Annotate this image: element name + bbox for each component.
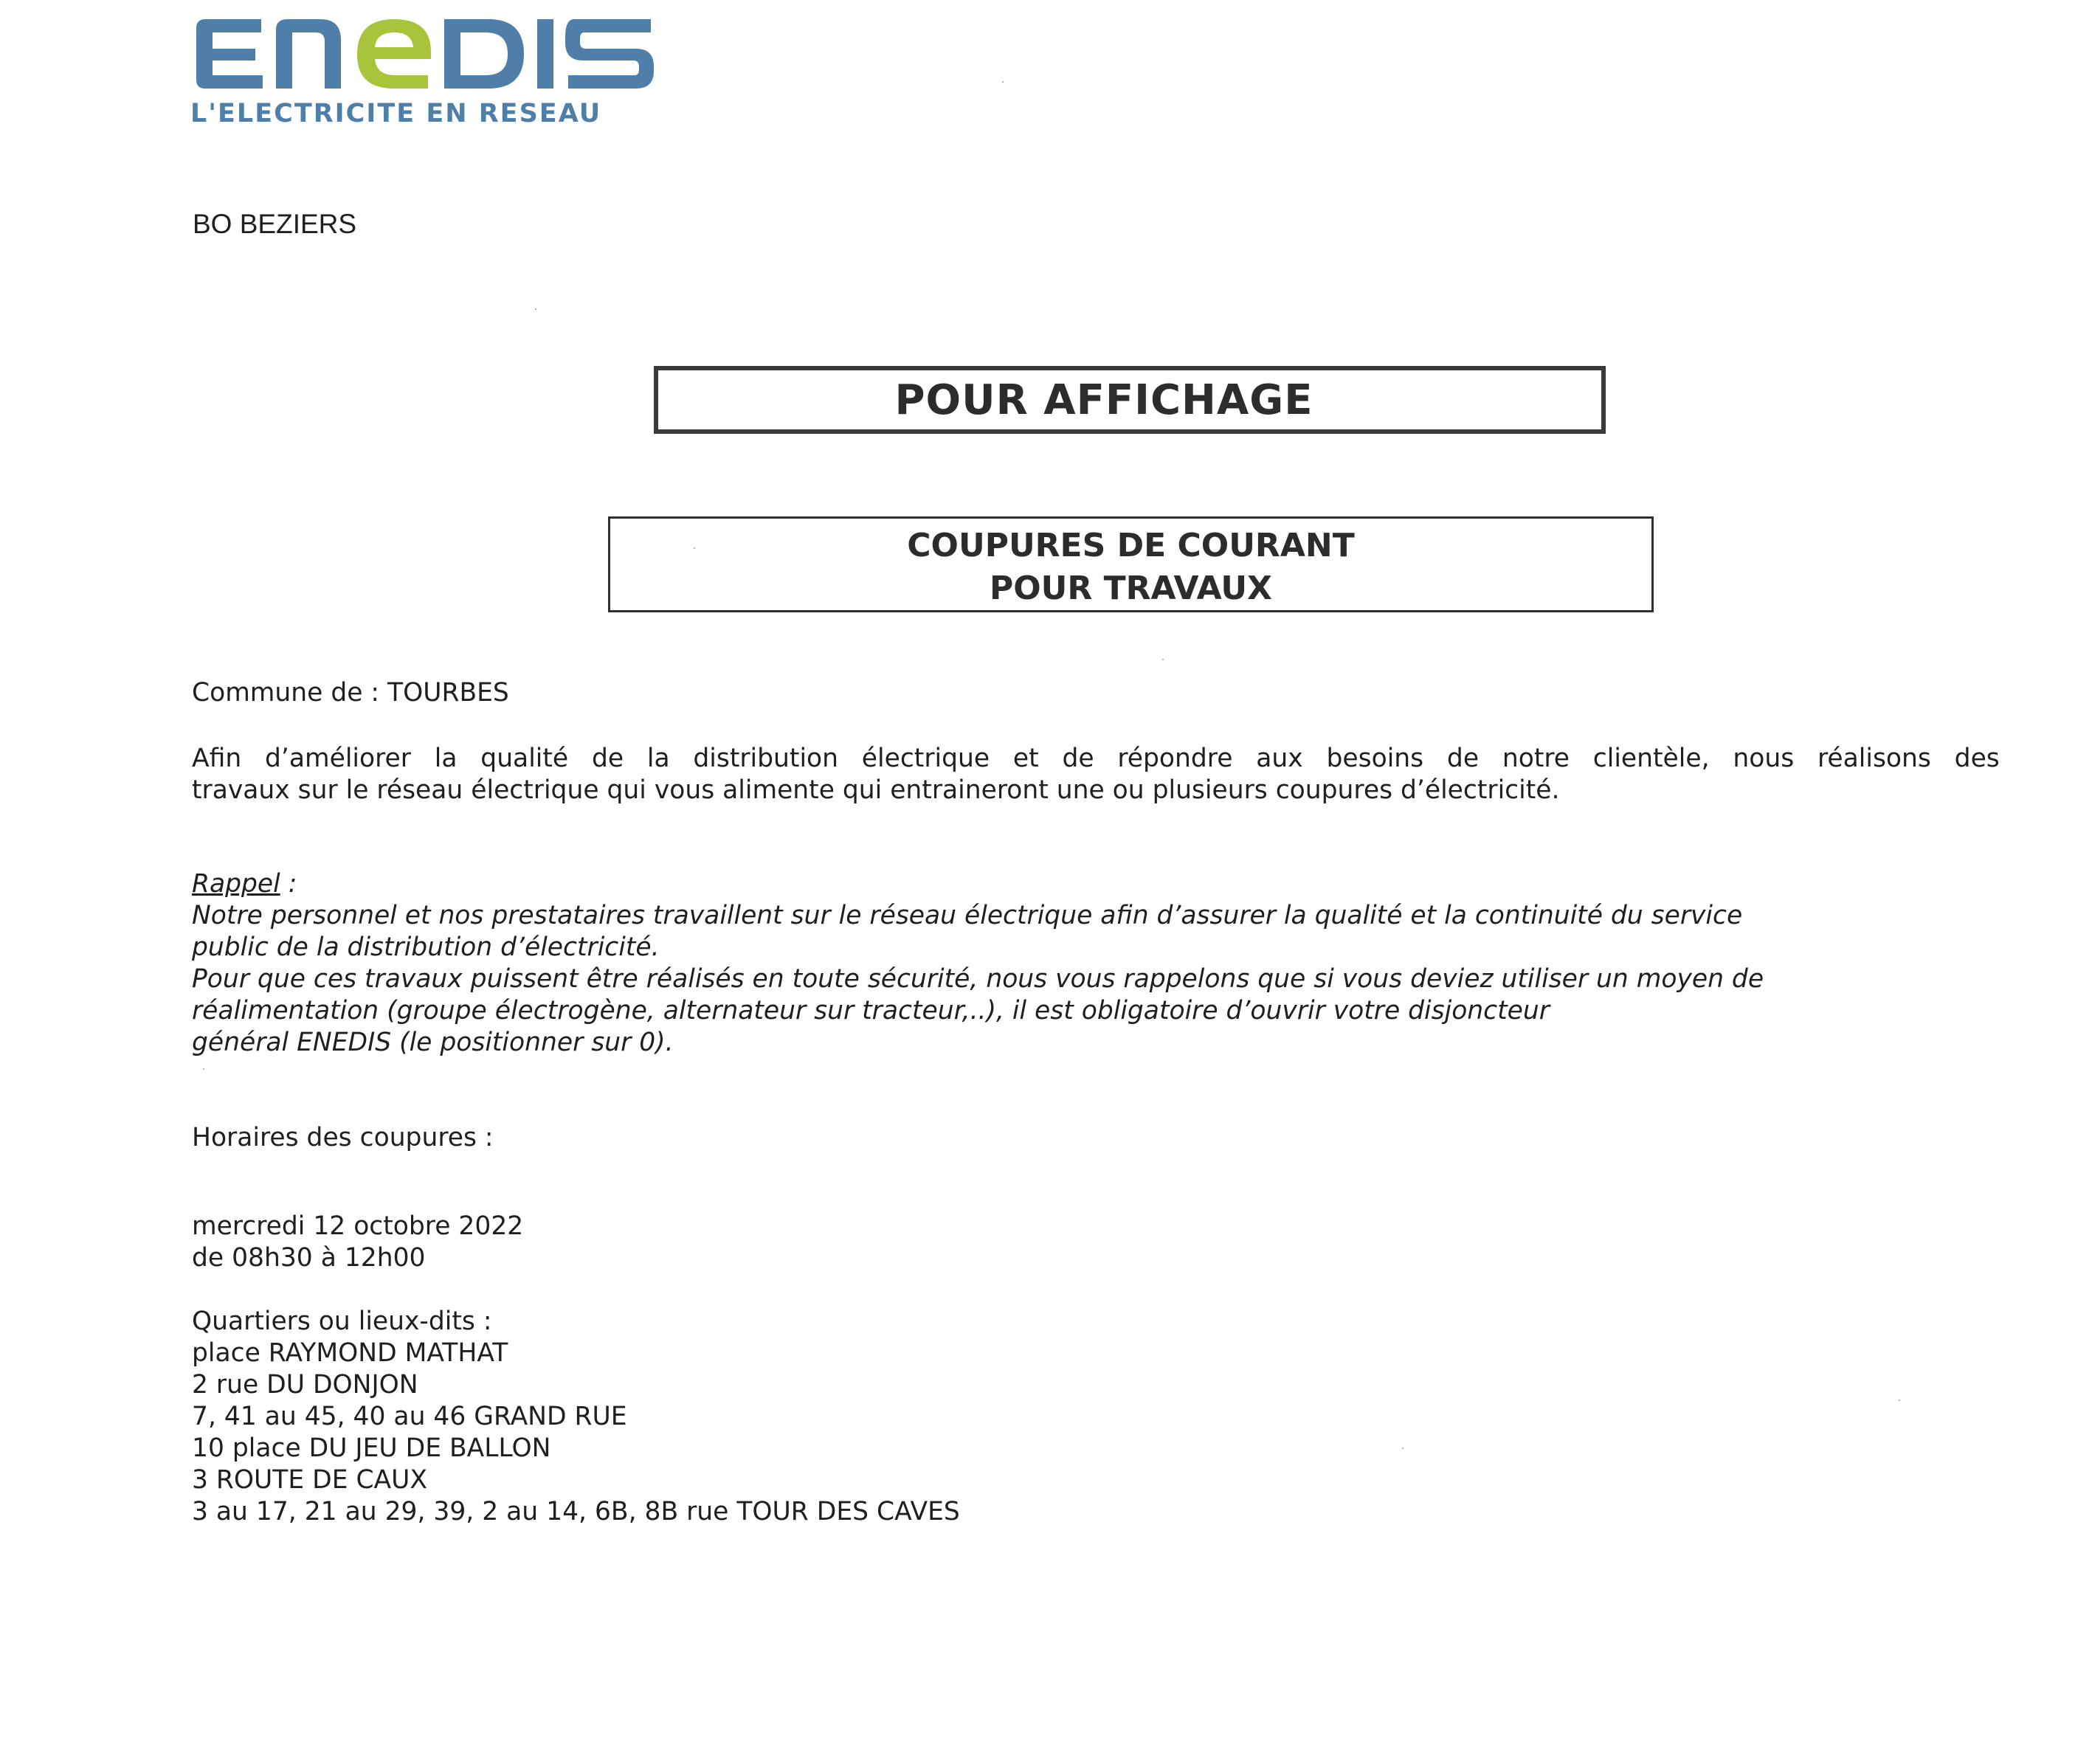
intro-word: distribution: [693, 744, 838, 773]
rappel-line-4: réalimentation (groupe électrogène, alternateur sur tracteur,..), il est obligatoire d’ouvrir votre disjoncteur: [192, 996, 1550, 1025]
schedule-heading: Horaires des coupures :: [192, 1123, 494, 1152]
schedule-date: mercredi 12 octobre 2022: [192, 1211, 524, 1241]
scan-speck: [694, 547, 695, 549]
rappel-line-1: Notre personnel et nos prestataires travaillent sur le réseau électrique afin d’assurer la qualité et la continuité du service: [192, 901, 1743, 930]
intro-word: la: [434, 744, 458, 773]
intro-word: de: [1446, 744, 1480, 773]
intro-word: notre: [1502, 744, 1570, 773]
intro-word: de: [591, 744, 624, 773]
intro-word: qualité: [480, 744, 569, 773]
intro-word: aux: [1256, 744, 1303, 773]
logo-tagline: L'ELECTRICITE EN RESEAU: [190, 99, 602, 128]
scan-speck: [1002, 81, 1004, 83]
rappel-colon: :: [280, 869, 297, 899]
commune-line: Commune de : TOURBES: [192, 678, 509, 708]
location-item: 3 ROUTE DE CAUX: [192, 1465, 428, 1495]
location-item: 10 place DU JEU DE BALLON: [192, 1433, 551, 1463]
location-item: 3 au 17, 21 au 29, 39, 2 au 14, 6B, 8B rue TOUR DES CAVES: [192, 1497, 960, 1526]
location-item: 7, 41 au 45, 40 au 46 GRAND RUE: [192, 1402, 627, 1431]
office-name: BO BEZIERS: [193, 209, 357, 239]
intro-line-2: travaux sur le réseau électrique qui vous alimente qui entraineront une ou plusieurs coupures d’électricité.: [192, 775, 1560, 805]
locations-heading: Quartiers ou lieux-dits :: [192, 1307, 492, 1336]
scan-speck: [535, 308, 536, 310]
location-item: place RAYMOND MATHAT: [192, 1338, 508, 1368]
intro-paragraph: [192, 743, 2000, 806]
schedule-time: de 08h30 à 12h00: [192, 1243, 426, 1273]
scan-speck: [1162, 659, 1164, 660]
enedis-wordmark-icon: [190, 13, 663, 94]
locations-block: [192, 1306, 2000, 1528]
enedis-logo: [190, 13, 663, 94]
rappel-heading: [192, 868, 2000, 900]
intro-word: Afin: [192, 744, 242, 773]
intro-line-1: [192, 743, 2000, 775]
rappel-line-5: général ENEDIS (le positionner sur 0).: [192, 1028, 674, 1057]
title-box: [608, 516, 1654, 612]
intro-word: la: [646, 744, 670, 773]
intro-word: et: [1012, 744, 1039, 773]
header-box-title: POUR AFFICHAGE: [894, 376, 1313, 424]
intro-word: nous: [1733, 744, 1795, 773]
rappel-label: Rappel: [192, 869, 280, 899]
title-line-1: COUPURES DE COURANT: [907, 527, 1355, 564]
intro-word: des: [1954, 744, 2000, 773]
intro-word: électrique: [861, 744, 990, 773]
rappel-line-3: Pour que ces travaux puissent être réalisés en toute sécurité, nous vous rappelons que si vous deviez utiliser un moyen de: [192, 964, 1764, 994]
rappel-line-2: public de la distribution d’électricité.: [192, 933, 660, 962]
intro-word: de: [1062, 744, 1094, 773]
intro-word: d’améliorer: [265, 744, 411, 773]
scan-speck: [1402, 1447, 1404, 1449]
intro-word: besoins: [1326, 744, 1424, 773]
intro-word: répondre: [1117, 744, 1233, 773]
scan-speck: [1899, 1400, 1900, 1401]
header-box: [654, 366, 1606, 434]
schedule-block: [192, 1211, 2000, 1274]
rappel-paragraph: [192, 868, 2000, 1059]
scan-speck: [203, 1068, 204, 1070]
intro-word: clientèle,: [1592, 744, 1710, 773]
location-item: 2 rue DU DONJON: [192, 1370, 418, 1400]
title-line-2: POUR TRAVAUX: [990, 570, 1272, 607]
intro-word: réalisons: [1817, 744, 1931, 773]
